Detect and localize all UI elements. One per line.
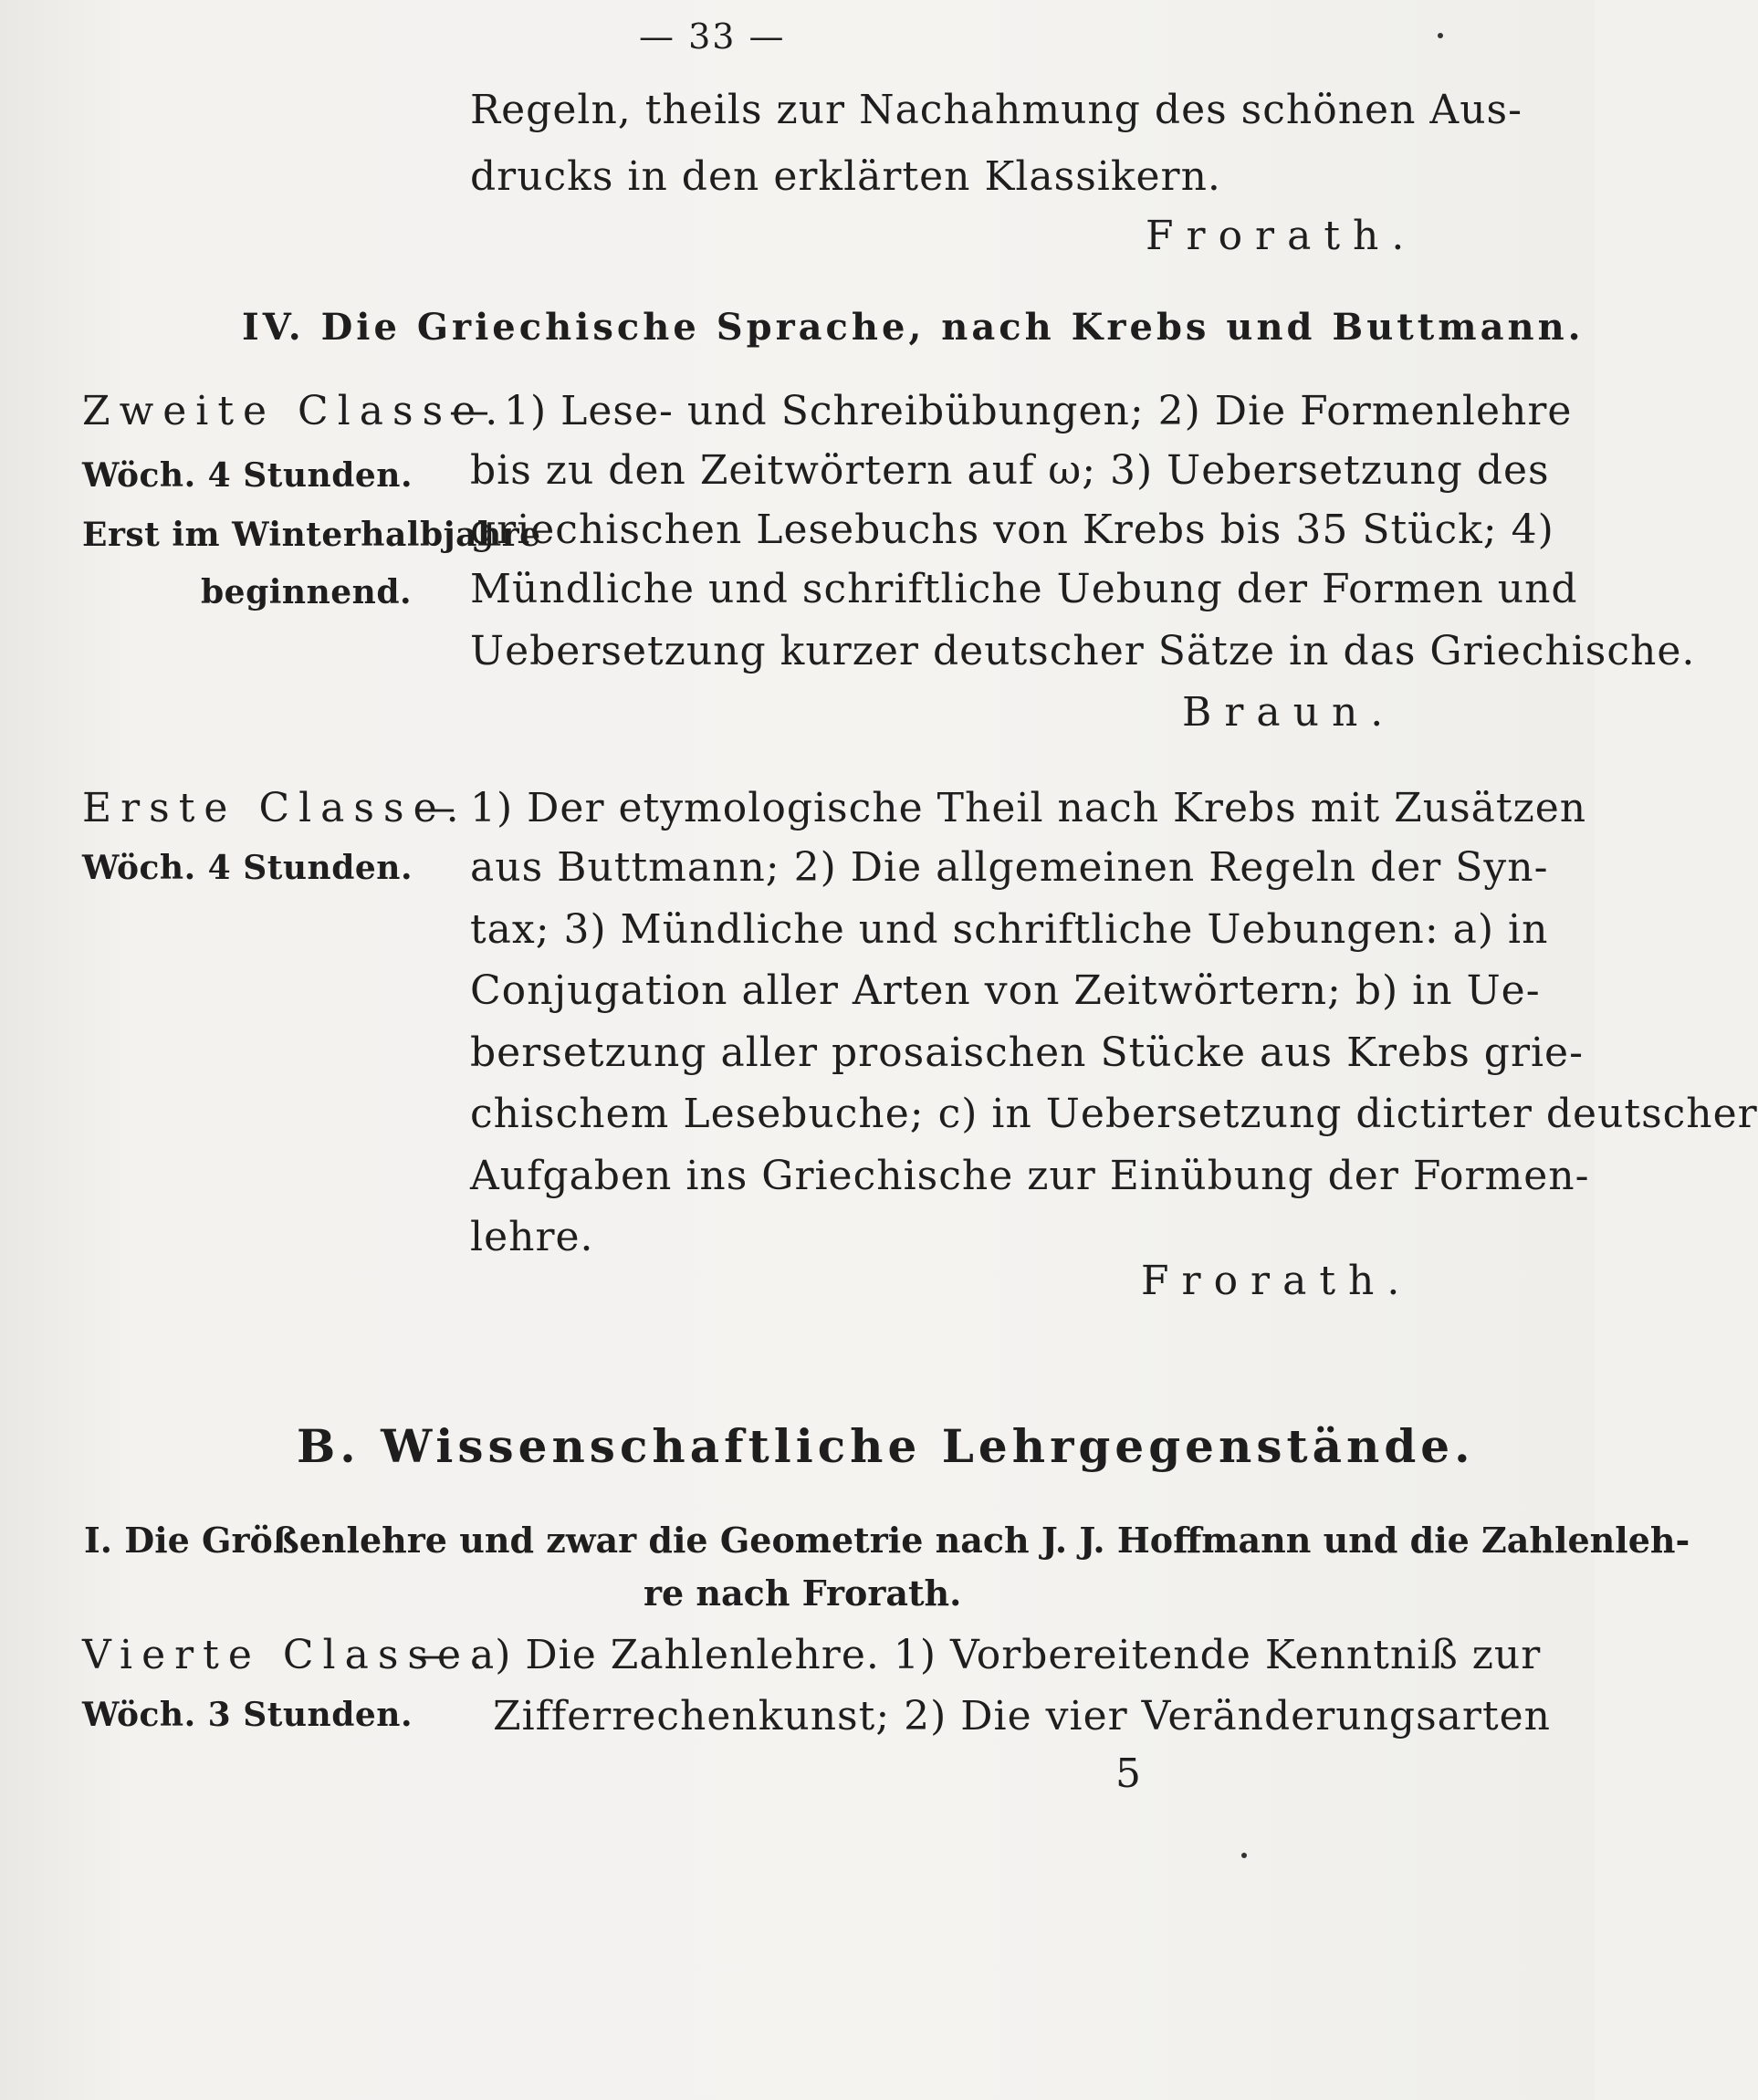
intro-line: drucks in den erklärten Klassikern. [470,153,1221,200]
body-line: Zifferrechenkunst; 2) Die vier Veränderungsarten [493,1693,1551,1740]
signature: Frorath. [1146,213,1418,259]
class-note: Erst im Winterhalbjahre [82,516,541,554]
body-line: — 1) Der etymologische Theil nach Krebs mit Zusätzen [415,785,1587,831]
class-hours: Wöch. 3 Stunden. [82,1696,413,1734]
ink-speck [1241,1853,1247,1858]
class-hours: Wöch. 4 Stunden. [82,456,413,495]
class-label: Erste Classe. [82,785,468,831]
item-heading: re nach Frorath. [644,1572,962,1614]
signature: Frorath. [1141,1258,1413,1304]
body-line: — 1) Lese- und Schreibübungen; 2) Die Formenlehre [449,388,1573,434]
page-header: — 33 — [639,16,786,57]
body-line: lehre. [470,1214,594,1260]
class-hours: Wöch. 4 Stunden. [82,849,413,887]
body-line: Mündliche und schriftliche Uebung der Formen und [470,566,1578,612]
class-note: beginnend. [201,573,413,611]
body-line: Uebersetzung kurzer deutscher Sätze in das Griechische. [470,628,1696,674]
body-line: Conjugation aller Arten von Zeitwörtern; b) in Ue- [470,967,1541,1014]
body-line: bis zu den Zeitwörtern auf ω; 3) Uebersetzung des [470,447,1550,494]
body-line: tax; 3) Mündliche und schriftliche Uebungen: a) in [470,906,1549,953]
item-heading: I. Die Größenlehre und zwar die Geometrie nach J. J. Hoffmann und die Zahlenleh- [84,1520,1690,1561]
section-heading: B. Wissenschaftliche Lehrgegenstände. [297,1419,1475,1473]
body-line: griechischen Lesebuchs von Krebs bis 35 Stück; 4) [470,507,1554,553]
intro-line: Regeln, theils zur Nachahmung des schönen Aus- [470,87,1523,133]
signature: Braun. [1182,689,1397,736]
body-line: chischem Lesebuche; c) in Uebersetzung dictirter deutscher [470,1091,1758,1137]
body-line: — a) Die Zahlenlehre. 1) Vorbereitende Kenntniß zur [415,1632,1542,1678]
body-line: bersetzung aller prosaischen Stücke aus Krebs grie- [470,1029,1584,1076]
signature-mark: 5 [1115,1750,1142,1797]
class-label: Vierte Classe. [82,1632,493,1678]
class-label: Zweite Classe. [82,388,508,434]
section-heading: IV. Die Griechische Sprache, nach Krebs und Buttmann. [242,306,1585,349]
body-line: aus Buttmann; 2) Die allgemeinen Regeln der Syn- [470,844,1549,891]
body-line: Aufgaben ins Griechische zur Einübung der Formen- [470,1153,1590,1199]
ink-speck [1438,33,1443,38]
